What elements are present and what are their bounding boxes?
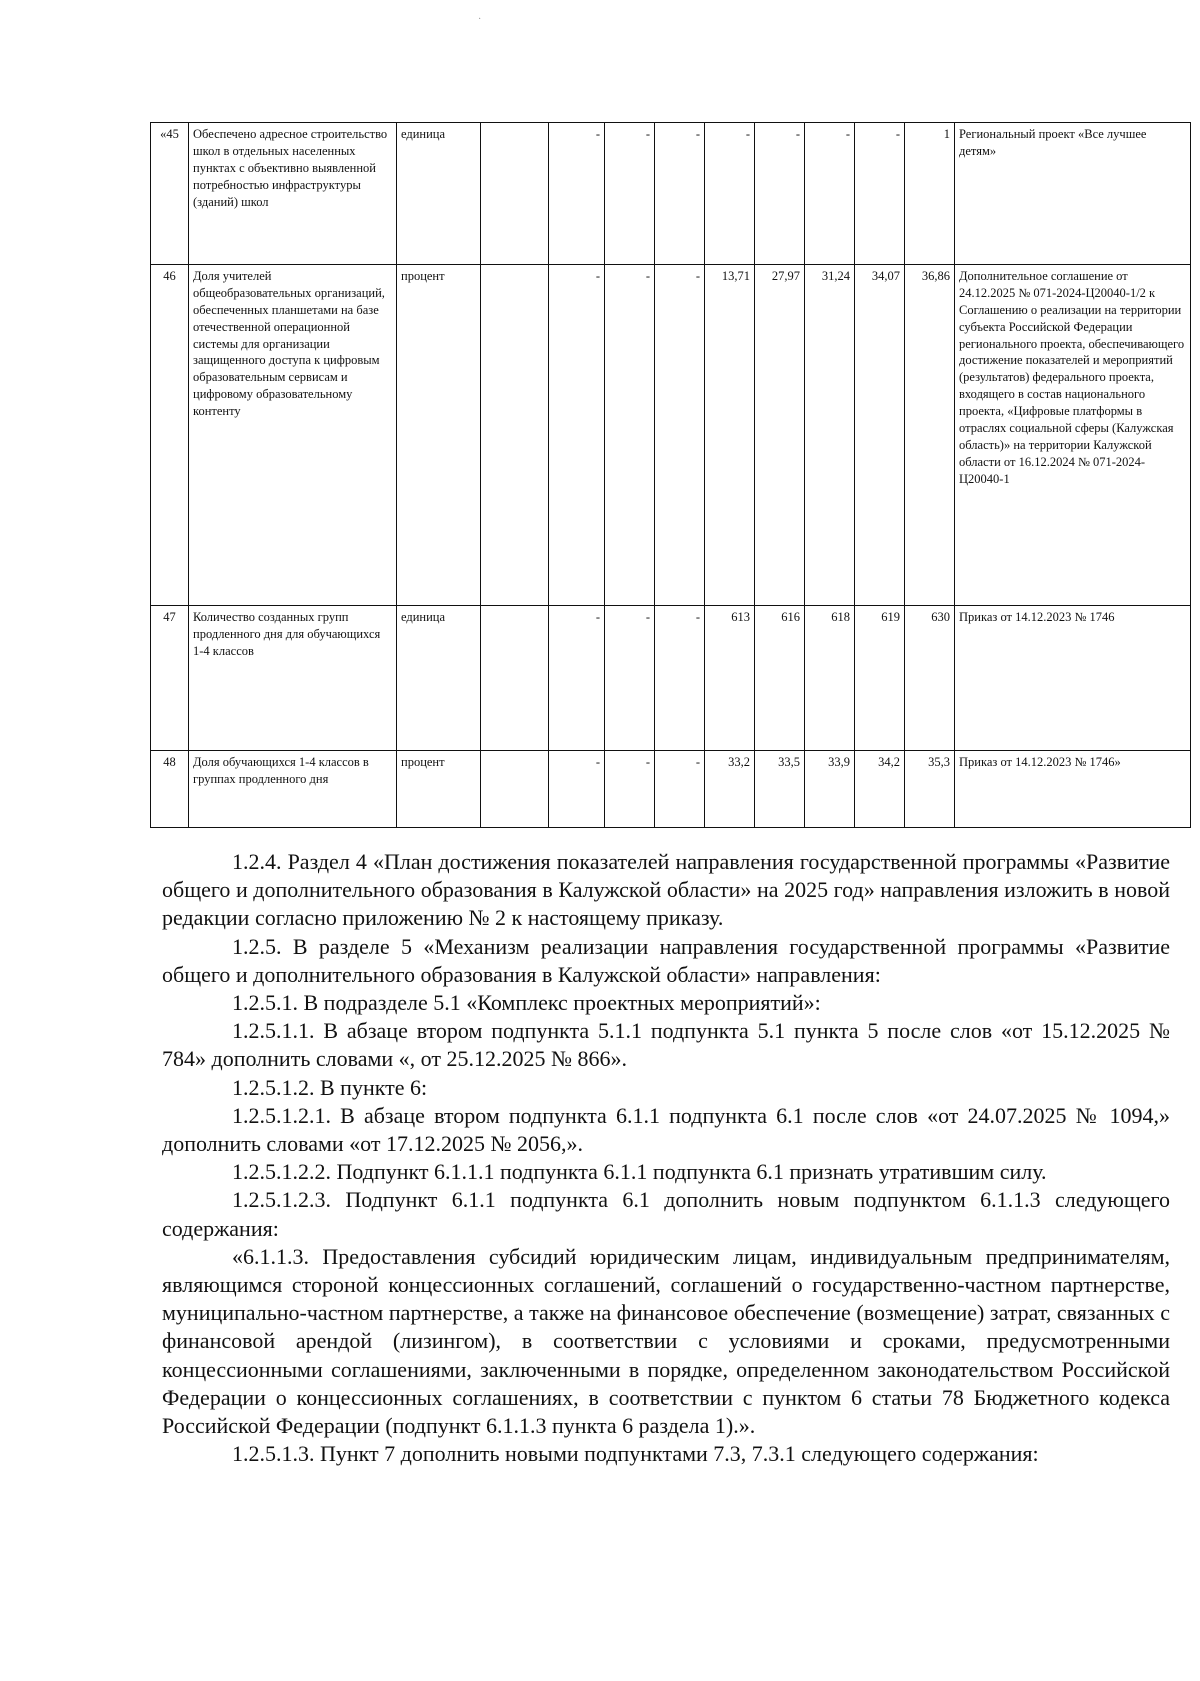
value-cell: 34,2 [855, 751, 905, 828]
source-cell: Приказ от 14.12.2023 № 1746 [955, 606, 1191, 751]
value-cell: 618 [805, 606, 855, 751]
value-cell: - [655, 265, 705, 606]
row-number: «45 [151, 123, 189, 265]
paragraph-1-2-5-1: 1.2.5.1. В подразделе 5.1 «Комплекс проектных мероприятий»: [232, 990, 821, 1016]
value-cell: 33,9 [805, 751, 855, 828]
value-cell: - [655, 751, 705, 828]
value-cell: - [705, 123, 755, 265]
indicator-name: Количество созданных групп продленного дня для обучающихся 1-4 классов [189, 606, 397, 751]
table-row [151, 751, 1191, 828]
value-cell: 36,86 [905, 265, 955, 606]
value-cell: - [655, 606, 705, 751]
value-cell: 13,71 [705, 265, 755, 606]
value-cell: - [549, 606, 605, 751]
page-mark: · [478, 14, 482, 25]
paragraph-1-2-5: 1.2.5. В разделе 5 «Механизм реализации направления государственной программы «Развитие общего и дополнительного образования в Калужской области» направления: [162, 933, 1170, 987]
paragraph-1-2-5-1-2-1: 1.2.5.1.2.1. В абзаце втором подпункта 6.1.1 подпункта 6.1 после слов «от 24.07.2025 № 1094,» дополнить словами «от 17.12.2025 № 2056,». [162, 1102, 1170, 1157]
source-cell: Дополнительное соглашение от 24.12.2025 № 071-2024-Ц20040-1/2 к Соглашению о реализации на территории субъекта Российской Федерации регионального проекта, обеспечивающего достижение показателей и мероприятий (результатов) федерального проекта, входящего в состав национального проекта, «Цифровые платформы в отраслях социальной сферы (Калужская область)» на территории Калужской области от 16.12.2024 № 071-2024-Ц20040-1 [955, 265, 1191, 606]
value-cell: 34,07 [855, 265, 905, 606]
value-cell: - [605, 265, 655, 606]
source-cell: Региональный проект «Все лучшее детям» [955, 123, 1191, 265]
value-cell: - [805, 123, 855, 265]
paragraph-1-2-5-1-2-2: 1.2.5.1.2.2. Подпункт 6.1.1.1 подпункта 6.1.1 подпункта 6.1 признать утратившим силу. [232, 1159, 1047, 1185]
paragraph-1-2-4: 1.2.4. Раздел 4 «План достижения показателей направления государственной программы «Развитие общего и дополнительного образования в Калужской области» на 2025 год» направления изложить в новой редакции согласно приложению № 2 к настоящему приказу. [162, 849, 1170, 931]
value-cell: 616 [755, 606, 805, 751]
value-cell: 619 [855, 606, 905, 751]
value-cell [481, 606, 549, 751]
value-cell: - [855, 123, 905, 265]
source-cell: Приказ от 14.12.2023 № 1746» [955, 751, 1191, 828]
value-cell: 33,5 [755, 751, 805, 828]
value-cell [481, 123, 549, 265]
indicator-name: Обеспечено адресное строительство школ в отдельных населенных пунктах с объективно выявленной потребностью инфраструктуры (зданий) школ [189, 123, 397, 265]
unit-cell: процент [397, 751, 481, 828]
value-cell: - [655, 123, 705, 265]
document-body [162, 848, 1170, 1468]
value-cell [481, 751, 549, 828]
value-cell: 33,2 [705, 751, 755, 828]
value-cell: - [549, 265, 605, 606]
value-cell: - [549, 751, 605, 828]
value-cell: 630 [905, 606, 955, 751]
value-cell: - [605, 606, 655, 751]
value-cell: 1 [905, 123, 955, 265]
table-row [151, 606, 1191, 751]
paragraph-1-2-5-1-1: 1.2.5.1.1. В абзаце втором подпункта 5.1.1 подпункта 5.1 пункта 5 после слов «от 15.12.2025 № 784» дополнить словами «, от 25.12.2025 № 866». [162, 1018, 1170, 1072]
paragraph-1-2-5-1-3: 1.2.5.1.3. Пункт 7 дополнить новыми подпунктами 7.3, 7.3.1 следующего содержания: [232, 1441, 1039, 1467]
paragraph-quote-6-1-1-3: «6.1.1.3. Предоставления субсидий юридическим лицам, индивидуальным предпринимателям, являющимся стороной концессионных соглашений, соглашений о государственно-частном партнерстве, муниципально-частном партнерстве, а также на финансовое обеспечение (возмещение) затрат, связанных с финансовой арендой (лизингом), в соответствии с условиями и сроками, предусмотренными концессионными соглашениями, заключенными в порядке, определенном законодательством Российской Федерации о концессионных соглашениях, в соответствии с пунктом 6 статьи 78 Бюджетного кодекса Российской Федерации (подпункт 6.1.1.3 пункта 6 раздела 1).». [162, 1243, 1170, 1439]
indicators-table [150, 122, 1191, 828]
value-cell [481, 265, 549, 606]
value-cell: 27,97 [755, 265, 805, 606]
unit-cell: единица [397, 123, 481, 265]
indicator-name: Доля учителей общеобразовательных организаций, обеспеченных планшетами на базе отечественной операционной системы для организации защищенного доступа к цифровым образовательным сервисам и цифровому образовательному контенту [189, 265, 397, 606]
paragraph-1-2-5-1-2-3: 1.2.5.1.2.3. Подпункт 6.1.1 подпункта 6.1 дополнить новым подпунктом 6.1.1.3 следующего содержания: [162, 1187, 1170, 1241]
paragraph-1-2-5-1-2: 1.2.5.1.2. В пункте 6: [232, 1074, 428, 1100]
value-cell: - [605, 751, 655, 828]
value-cell: - [755, 123, 805, 265]
unit-cell: единица [397, 606, 481, 751]
value-cell: - [549, 123, 605, 265]
value-cell: 35,3 [905, 751, 955, 828]
row-number: 47 [151, 606, 189, 751]
table-row [151, 123, 1191, 265]
table-row [151, 265, 1191, 606]
value-cell: 31,24 [805, 265, 855, 606]
value-cell: 613 [705, 606, 755, 751]
value-cell: - [605, 123, 655, 265]
row-number: 48 [151, 751, 189, 828]
indicator-name: Доля обучающихся 1-4 классов в группах продленного дня [189, 751, 397, 828]
unit-cell: процент [397, 265, 481, 606]
row-number: 46 [151, 265, 189, 606]
